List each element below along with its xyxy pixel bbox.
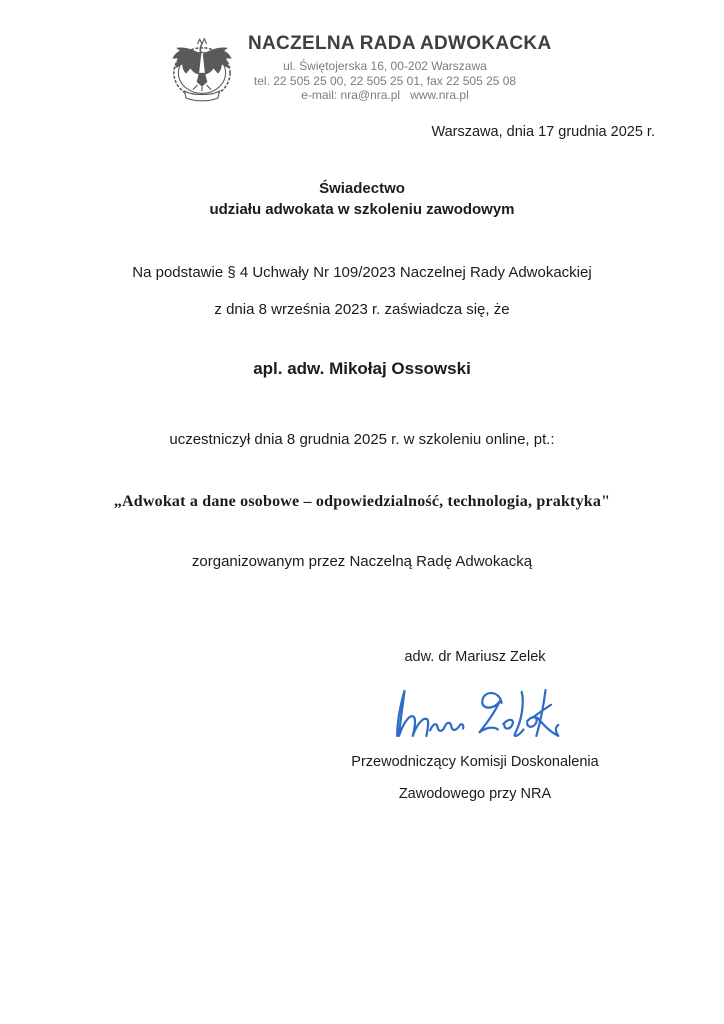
participant-name: apl. adw. Mikołaj Ossowski	[253, 359, 471, 378]
letterhead	[248, 32, 552, 103]
course-title: „Adwokat a dane osobowe – odpowiedzialność, technologia, praktyka"	[113, 493, 611, 510]
document-title-line2: udziału adwokata w szkoleniu zawodowym	[209, 201, 515, 218]
organizer-statement: zorganizowanym przez Naczelną Radę Adwokacką	[191, 553, 533, 570]
signer-name: adw. dr Mariusz Zelek	[404, 649, 546, 665]
legal-basis-line2: z dnia 8 września 2023 r. zaświadcza się, że	[214, 301, 510, 318]
org-address-street: ul. Świętojerska 16, 00-202 Warszawa	[283, 59, 487, 73]
org-address-phone: tel. 22 505 25 00, 22 505 25 01, fax 22 505 25 08	[253, 73, 517, 88]
org-address-email-web: e-mail: nra@nra.pl www.nra.pl	[301, 88, 469, 102]
org-name: NACZELNA RADA ADWOKACKA	[248, 33, 552, 54]
place-and-date: Warszawa, dnia 17 grudnia 2025 r.	[431, 124, 655, 140]
signer-title-line1: Przewodniczący Komisji Doskonalenia	[351, 754, 599, 770]
participation-statement: uczestniczył dnia 8 grudnia 2025 r. w szkoleniu online, pt.:	[169, 431, 555, 448]
signer-title-line2: Zawodowego przy NRA	[398, 786, 552, 802]
document-title-line1: Świadectwo	[319, 180, 405, 197]
handwritten-signature-icon	[388, 678, 562, 748]
legal-basis-line1: Na podstawie § 4 Uchwały Nr 109/2023 Naczelnej Rady Adwokackiej	[132, 264, 592, 281]
bar-association-eagle-emblem-icon	[164, 34, 240, 108]
